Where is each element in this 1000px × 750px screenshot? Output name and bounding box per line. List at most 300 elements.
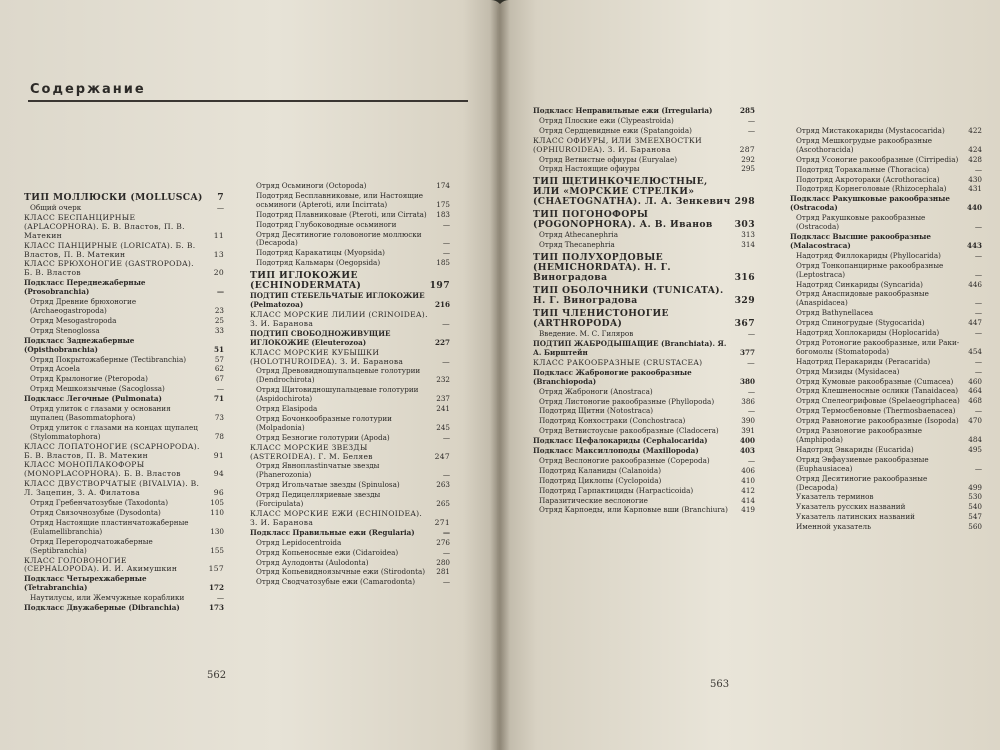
toc-entry-title: Отряд Листоногие ракообразные (Phyllopoda) — [539, 396, 715, 406]
toc-entry — [24, 279, 224, 297]
toc-column-4 — [790, 127, 982, 533]
toc-entry-page: 530 — [968, 492, 982, 502]
toc-entry — [24, 385, 224, 394]
toc-entry-page: — — [974, 463, 982, 473]
toc-entry-title: ТИП ПОЛУХОРДОВЫЕ (HEMICHORDATA). Н. Г. Виноградова — [533, 252, 671, 284]
toc-entry-page: 265 — [436, 499, 450, 509]
toc-entry-title: Отряд Сводчатозубые ежи (Camarodonta) — [256, 577, 416, 587]
toc-entry-page: 11 — [213, 230, 224, 240]
toc-entry — [250, 367, 450, 385]
toc-entry — [250, 221, 450, 230]
toc-entry-title: Подотряд Корнеголовые (Rhizocephala) — [796, 184, 947, 194]
toc-entry — [24, 594, 224, 603]
toc-entry — [533, 497, 755, 506]
toc-entry — [790, 309, 982, 318]
toc-entry-title: Отряд Бочонкообразные голотурии (Molpadonia) — [256, 413, 392, 432]
toc-entry-page: 51 — [213, 344, 224, 354]
toc-entry — [790, 156, 982, 165]
toc-entry-title: Отряд Копьевидноязычные ежи (Stirodonta) — [256, 567, 426, 577]
toc-entry — [533, 117, 755, 126]
toc-entry-title: КЛАСС ГОЛОВОНОГИЕ (CEPHALOPODA). И. И. Акимушкин — [24, 555, 178, 574]
toc-entry-page: — — [442, 577, 450, 587]
toc-entry — [250, 271, 450, 291]
page-number-right: 563 — [710, 679, 730, 690]
toc-entry-title: Указатель русских названий — [796, 502, 906, 512]
toc-entry-page: — — [974, 222, 982, 232]
toc-entry-page: 313 — [741, 230, 755, 240]
toc-entry-title: Отряд Безногие голотурии (Apoda) — [256, 432, 390, 442]
toc-entry-page: — — [442, 547, 450, 557]
toc-entry-title: ТИП ОБОЛОЧНИКИ (TUNICATA). Н. Г. Виноградова — [533, 285, 724, 307]
toc-entry-page: — — [442, 432, 450, 442]
toc-entry — [24, 405, 224, 423]
toc-entry — [533, 107, 755, 116]
toc-entry-page: 424 — [968, 144, 982, 154]
toc-entry-page: 73 — [214, 412, 224, 422]
toc-entry-page: 400 — [739, 436, 755, 446]
toc-entry-title: КЛАСС МОНОПЛАКОФОРЫ (MONOPLACOPHORA). Б. В. Властов — [24, 460, 181, 479]
toc-entry-page: — — [442, 238, 450, 248]
toc-entry — [533, 165, 755, 174]
toc-entry — [790, 195, 982, 213]
toc-entry-page: — — [747, 357, 755, 367]
toc-entry — [24, 242, 224, 260]
toc-entry — [790, 290, 982, 308]
toc-entry-page: — — [442, 470, 450, 480]
toc-entry — [250, 292, 450, 310]
toc-entry-title: Подкласс Цефалокариды (Cephalocarida) — [533, 436, 708, 446]
toc-entry-title: Отряд Щитовидношупальцевые голотурии (Aspidochirota) — [256, 385, 419, 404]
toc-entry-title: Отряд Перегородчатожаберные (Septibranchia) — [30, 536, 153, 555]
toc-entry — [24, 499, 224, 508]
toc-entry — [24, 604, 224, 613]
toc-entry — [790, 137, 982, 155]
toc-entry-title: Отряд Крылоногие (Pteropoda) — [30, 374, 148, 384]
toc-entry-page: — — [974, 328, 982, 338]
toc-entry-title: Общий очерк — [30, 203, 82, 212]
toc-entry — [790, 456, 982, 474]
toc-entry-title: ПОДТИП СТЕБЕЛЬЧАТЫЕ ИГЛОКОЖИЕ (Pelmatozoa) — [250, 291, 425, 310]
page-number-left: 562 — [207, 670, 227, 681]
toc-entry-page: 470 — [968, 416, 982, 426]
toc-entry-title: Отряд Покрытожаберные (Tectibranchia) — [30, 354, 187, 364]
contents-heading: Содержание — [30, 82, 146, 97]
toc-entry-page: 443 — [966, 240, 982, 250]
toc-entry-title: Отряд Мистакокариды (Mystacocarida) — [796, 126, 945, 135]
toc-entry — [790, 475, 982, 493]
toc-entry-title: Отряд Настоящие офиуры — [539, 164, 640, 174]
toc-entry-title: Указатель терминов — [796, 492, 874, 502]
toc-entry-title: Указатель латинских названий — [796, 512, 915, 522]
toc-entry-title: Надотряд Перакариды (Peracarida) — [796, 356, 931, 366]
toc-entry-title: Подотряд Циклопы (Cyclopoida) — [539, 475, 662, 485]
toc-entry-page: 285 — [739, 106, 755, 115]
toc-entry-page: 329 — [734, 295, 755, 307]
toc-entry-page: 295 — [741, 164, 755, 174]
toc-entry — [250, 568, 450, 577]
toc-entry — [790, 513, 982, 522]
toc-entry-title: Подотряд Глубоководные осьминоги — [256, 219, 397, 229]
toc-entry — [533, 231, 755, 240]
toc-entry-title: Подкласс Правильные ежи (Regularia) — [250, 527, 415, 537]
toc-entry-title: КЛАСС БРЮХОНОГИЕ (GASTROPODA). Б. В. Властов — [24, 259, 194, 278]
toc-entry-title: Подотряд Бесплавниковые, или Настоящие осьминоги (Apteroti, или Incirrata) — [256, 190, 423, 209]
toc-entry — [533, 369, 755, 387]
toc-entry — [790, 127, 982, 136]
toc-entry — [24, 443, 224, 461]
toc-entry — [24, 375, 224, 384]
toc-entry-title: Подкласс Жаброногие ракообразные (Branchiopoda) — [533, 367, 692, 386]
toc-entry-title: Отряд Мизиды (Mysidacea) — [796, 366, 900, 376]
toc-entry-title: Подкласс Неправильные ежи (Irregularia) — [533, 106, 713, 115]
toc-entry — [790, 378, 982, 387]
toc-entry-title: Отряд Ракушковые ракообразные (Ostracoda) — [796, 213, 926, 232]
toc-entry — [533, 417, 755, 426]
heading-rule — [28, 100, 468, 102]
toc-entry — [250, 330, 450, 348]
toc-entry-page: — — [216, 593, 224, 603]
toc-entry-title: Отряд Карпоеды, или Карповые вши (Branchiura) — [539, 505, 728, 515]
toc-entry — [250, 249, 450, 258]
toc-entry — [533, 477, 755, 486]
toc-entry-page: 157 — [208, 564, 224, 574]
toc-entry — [533, 467, 755, 476]
toc-entry-page: 316 — [734, 272, 755, 284]
toc-entry — [24, 317, 224, 326]
toc-entry-page: 422 — [968, 126, 982, 135]
toc-entry-title: Подотряд Плавниковые (Pteroti, или Cirrata) — [256, 209, 427, 219]
toc-entry-page: 484 — [968, 435, 982, 444]
toc-entry-page: 78 — [214, 431, 224, 441]
toc-entry-page: 245 — [436, 422, 450, 432]
toc-entry — [250, 481, 450, 490]
toc-entry-title: Отряд Кумовые ракообразные (Cumacea) — [796, 376, 954, 386]
toc-entry — [24, 538, 224, 556]
toc-entry-title: Отряд Stenoglossa — [30, 325, 100, 335]
toc-entry — [250, 311, 450, 329]
toc-entry-page: — — [974, 366, 982, 376]
toc-entry-title: Отряд Acoela — [30, 364, 81, 374]
toc-entry — [24, 575, 224, 593]
toc-entry — [790, 329, 982, 338]
toc-entry — [533, 137, 755, 155]
toc-entry — [790, 397, 982, 406]
toc-entry-page: 380 — [739, 376, 755, 386]
toc-entry — [533, 127, 755, 136]
toc-entry-page: 232 — [436, 375, 450, 385]
toc-entry-page: 367 — [734, 318, 755, 330]
toc-entry-page: 67 — [214, 374, 224, 384]
toc-entry-title: Отряд Ветвистоусые ракообразные (Cladocera) — [539, 426, 719, 436]
toc-entry — [24, 214, 224, 241]
toc-entry — [24, 480, 224, 498]
toc-entry-title: Надотряд Эвкариды (Eucarida) — [796, 444, 914, 454]
toc-entry-title: Подотряд Кальмары (Oegopsida) — [256, 258, 381, 268]
toc-entry-title: Отряд Сердцевидные ежи (Spatangoida) — [539, 125, 692, 135]
toc-entry — [790, 339, 982, 357]
toc-entry — [250, 192, 450, 210]
toc-entry-page: — — [747, 329, 755, 339]
toc-entry-title: Введение. М. С. Гиляров — [539, 329, 634, 339]
toc-entry — [533, 330, 755, 339]
toc-entry — [790, 407, 982, 416]
toc-entry — [790, 358, 982, 367]
toc-entry — [790, 281, 982, 290]
toc-entry-title: КЛАСС РАКООБРАЗНЫЕ (CRUSTACEA) — [533, 357, 703, 367]
toc-entry — [24, 356, 224, 365]
toc-entry-title: Отряд Плоские ежи (Clypeastroida) — [539, 115, 674, 125]
toc-entry-page: — — [974, 308, 982, 318]
toc-entry — [250, 182, 450, 191]
toc-entry-page: 94 — [213, 469, 224, 479]
toc-entry-title: Отряд Десятиногие ракообразные (Decapoda) — [796, 473, 928, 492]
toc-entry-title: Отряд Древовидношупальцевые голотурии (Dendrochirota) — [256, 366, 421, 385]
toc-entry — [250, 462, 450, 480]
toc-entry — [790, 427, 982, 445]
toc-entry-title: Отряд Связочнозубые (Dysodonta) — [30, 508, 161, 517]
toc-entry — [790, 417, 982, 426]
toc-entry-page: — — [747, 115, 755, 125]
toc-column-2 — [250, 182, 450, 588]
toc-entry-page: 440 — [966, 203, 982, 213]
toc-entry — [24, 395, 224, 404]
toc-entry — [533, 407, 755, 416]
toc-entry-title: Подкласс Переднежаберные (Prosobranchia) — [24, 278, 146, 297]
toc-entry-page: 7 — [217, 192, 224, 203]
toc-entry — [790, 262, 982, 280]
toc-entry — [533, 210, 755, 230]
toc-entry-title: Подотряд Щитни (Notostraca) — [539, 406, 654, 416]
toc-entry-title: Отряд Спиногрудые (Stygocarida) — [796, 318, 925, 328]
toc-entry-page: 414 — [741, 495, 755, 505]
toc-entry — [250, 539, 450, 548]
toc-entry — [24, 193, 224, 203]
toc-entry-title: Отряд Разноногие ракообразные (Amphipoda) — [796, 426, 923, 444]
toc-entry-page: — — [442, 219, 450, 229]
toc-entry — [533, 388, 755, 397]
toc-entry-title: Отряд Эвфаузиевые ракообразные (Euphausiacea) — [796, 454, 929, 473]
toc-entry-title: Отряд Аулодонты (Aulodonta) — [256, 557, 369, 567]
toc-entry-title: Отряд Явноплastinчатые звезды (Phanerozonia) — [256, 461, 380, 480]
toc-entry-title: ТИП ЩЕТИНКОЧЕЛЮСТНЫЕ, ИЛИ «МОРСКИЕ СТРЕЛКИ» (CHAETOGNATHA). Л. А. Зенкевич — [533, 176, 731, 208]
toc-entry — [790, 176, 982, 185]
toc-entry-page: 105 — [210, 498, 224, 508]
toc-entry-page: 447 — [968, 318, 982, 328]
toc-entry-page: 412 — [741, 485, 755, 495]
toc-entry-page: 428 — [968, 154, 982, 164]
toc-entry-page: 91 — [213, 450, 224, 460]
toc-entry-title: Подотряд Каланиды (Calanoida) — [539, 465, 661, 475]
toc-entry-page: 431 — [968, 184, 982, 194]
toc-entry-page: 454 — [968, 346, 982, 356]
toc-entry-page: 281 — [436, 567, 450, 577]
toc-entry — [250, 491, 450, 509]
toc-entry-title: Подотряд Торакальные (Thoracica) — [796, 164, 930, 174]
toc-entry — [790, 368, 982, 377]
toc-entry — [24, 337, 224, 355]
toc-entry — [250, 386, 450, 404]
toc-entry-title: КЛАСС ДВУСТВОРЧАТЫЕ (BIVALVIA). В. Л. Зацепин, З. А. Филатова — [24, 479, 200, 498]
toc-entry-title: Отряд Жаброноги (Anostraca) — [539, 386, 653, 396]
toc-entry-title: Подкласс Высшие ракообразные (Malacostraca) — [790, 231, 931, 250]
toc-entry-title: Отряд Клешненосные ослики (Tanaidacea) — [796, 386, 959, 396]
toc-entry-page: 460 — [968, 376, 982, 386]
toc-entry — [24, 204, 224, 213]
toc-entry-title: Отряд Mesogastropoda — [30, 315, 117, 325]
book-gutter — [490, 0, 510, 750]
toc-entry-page: — — [442, 356, 450, 366]
toc-entry-title: Отряд Осьминоги (Octopoda) — [256, 181, 367, 190]
toc-entry-page: 110 — [210, 508, 224, 517]
toc-entry-title: Отряд Мешкоязычные (Sacoglossa) — [30, 384, 165, 394]
toc-entry-title: Подкласс Ракушковые ракообразные (Ostracoda) — [790, 194, 950, 213]
toc-entry-page: 419 — [741, 505, 755, 515]
toc-entry-page: — — [747, 125, 755, 135]
toc-entry — [790, 387, 982, 396]
toc-entry-title: Отряд Thecanephria — [539, 240, 615, 250]
toc-entry — [24, 519, 224, 537]
toc-entry — [250, 211, 450, 220]
toc-entry-title: Подотряд Акротораки (Acrothoracica) — [796, 174, 940, 184]
toc-entry — [250, 415, 450, 433]
toc-entry-page: 263 — [436, 480, 450, 490]
toc-entry-title: Отряд Настоящие пластинчатожаберные (Eulamellibranchia) — [30, 517, 189, 536]
toc-entry-title: КЛАСС ОФИУРЫ, ИЛИ ЗМЕЕХВОСТКИ (OPHIUROIDEA). З. И. Баранова — [533, 135, 702, 154]
toc-entry-title: Отряд улиток с глазами на концах щупалец (Stylommatophora) — [30, 422, 198, 441]
toc-entry-page: 446 — [968, 279, 982, 289]
toc-entry-title: Отряд Педицелляриевые звезды (Forcipulata) — [256, 490, 381, 509]
toc-entry-title: Отряд улиток с глазами у основания щупалец (Basommatophora) — [30, 404, 171, 422]
toc-entry-page: 227 — [434, 337, 450, 347]
toc-entry-page: — — [747, 455, 755, 465]
toc-entry — [24, 461, 224, 479]
toc-entry — [250, 434, 450, 443]
toc-entry-page: 287 — [739, 144, 755, 154]
toc-entry-title: Надотряд Филлокариды (Phyllocarida) — [796, 250, 941, 260]
toc-entry-page: — — [216, 203, 224, 212]
toc-entry-title: Отряд Игольчатые звезды (Spinulosa) — [256, 480, 400, 490]
toc-entry-page: — — [974, 356, 982, 366]
toc-entry-page: 71 — [213, 394, 224, 404]
toc-entry-page: 298 — [734, 196, 755, 208]
toc-entry-page: 20 — [213, 268, 224, 278]
toc-entry-title: Подотряд Конхостраки (Conchostraca) — [539, 416, 686, 426]
toc-entry-title: КЛАСС МОРСКИЕ ЛИЛИИ (CRINOIDEA). З. И. Баранова — [250, 309, 428, 328]
toc-entry-page: 96 — [213, 488, 224, 498]
toc-entry — [533, 437, 755, 446]
toc-entry — [790, 503, 982, 512]
toc-entry-page: 174 — [436, 181, 450, 190]
toc-entry-page: — — [974, 250, 982, 260]
toc-entry-page: — — [974, 164, 982, 174]
toc-entry — [790, 493, 982, 502]
toc-entry — [533, 241, 755, 250]
toc-entry-page: — — [974, 406, 982, 416]
toc-entry — [250, 349, 450, 367]
toc-entry — [250, 578, 450, 587]
toc-entry-title: Отряд Lepidocentroida — [256, 537, 342, 547]
toc-entry-page: 391 — [741, 426, 755, 436]
toc-entry-title: КЛАСС МОРСКИЕ ЕЖИ (ECHINOIDEA). З. И. Баранова — [250, 509, 423, 527]
toc-entry — [250, 405, 450, 414]
toc-entry-title: ТИП ИГЛОКОЖИЕ (ECHINODERMATA) — [250, 270, 362, 292]
toc-entry-page: 241 — [436, 404, 450, 414]
toc-entry-page: 280 — [436, 557, 450, 567]
toc-entry — [24, 260, 224, 278]
toc-entry-page: 25 — [214, 315, 224, 325]
toc-entry-page: 495 — [968, 444, 982, 454]
toc-entry — [250, 529, 450, 538]
toc-entry — [533, 309, 755, 329]
toc-entry-page: — — [216, 384, 224, 394]
toc-entry-page: 547 — [968, 512, 982, 522]
toc-entry-title: Именной указатель — [796, 522, 872, 532]
toc-entry-title: Надотряд Хоплокариды (Hoplocarida) — [796, 328, 940, 338]
toc-entry-page: 271 — [434, 517, 450, 527]
toc-entry — [533, 447, 755, 456]
toc-entry-title: ПОДТИП ЖАБРОДЫШАЩИЕ (Branchiata). Я. А. Бирштейн — [533, 339, 727, 357]
toc-entry-title: Подкласс Двужаберные (Dibranchia) — [24, 603, 180, 613]
toc-entry-page: 292 — [741, 154, 755, 164]
toc-entry-page: 183 — [436, 209, 450, 219]
toc-entry-page: 303 — [734, 219, 755, 231]
toc-entry — [250, 510, 450, 528]
toc-entry-page: 377 — [739, 347, 755, 357]
toc-entry-title: Отряд Древние брюхоногие (Archaeogastropoda) — [30, 297, 137, 315]
toc-entry-title: Подкласс Легочные (Pulmonata) — [24, 394, 162, 404]
toc-entry-title: ТИП МОЛЛЮСКИ (MOLLUSCA) — [24, 192, 203, 203]
toc-entry-page: 314 — [741, 240, 755, 250]
toc-entry — [533, 286, 755, 306]
toc-entry-page: 130 — [210, 526, 224, 536]
toc-entry — [250, 559, 450, 568]
toc-entry-title: Отряд Усоногие ракообразные (Cirripedia) — [796, 154, 959, 164]
toc-entry — [533, 457, 755, 466]
toc-entry-title: Отряд Тонкопанцирные ракообразные (Leptostraca) — [796, 260, 944, 279]
toc-entry-title: Отряд Термосбеновые (Thermosbaenacea) — [796, 406, 956, 416]
toc-entry — [250, 549, 450, 558]
toc-entry-page: — — [442, 527, 450, 537]
toc-entry — [250, 231, 450, 249]
toc-entry-page: 175 — [436, 199, 450, 209]
toc-entry-page: 62 — [214, 364, 224, 374]
toc-entry-title: КЛАСС МОРСКИЕ ЗВЕЗДЫ (ASTEROIDEA). Г. М. Беляев — [250, 442, 373, 461]
right-page — [497, 0, 1000, 750]
toc-entry — [533, 156, 755, 165]
toc-entry-title: Отряд Десятиногие головоногие моллюски (Decapoda) — [256, 229, 422, 248]
toc-entry-title: Отряд Анаспидовые ракообразные (Anaspidacea) — [796, 289, 929, 308]
toc-column-3 — [533, 106, 755, 516]
toc-entry-title: ПОДТИП СВОБОДНОЖИВУЩИЕ ИГЛОКОЖИЕ (Eleuterozoa) — [250, 328, 391, 347]
toc-entry-page: 155 — [210, 545, 224, 555]
toc-entry-page: 403 — [739, 446, 755, 456]
toc-entry-title: Подкласс Заднежаберные (Opisthobranchia) — [24, 335, 135, 354]
toc-entry-page: 216 — [434, 300, 450, 310]
toc-entry — [790, 233, 982, 251]
toc-entry — [24, 424, 224, 442]
toc-entry-title: Отряд Веслоногие ракообразные (Copepoda) — [539, 455, 710, 465]
toc-entry-page: 172 — [208, 583, 224, 593]
toc-entry-page: 499 — [968, 482, 982, 492]
toc-entry-title: Надотряд Синкариды (Syncarida) — [796, 279, 923, 289]
toc-entry-title: Наутилусы, или Жемчужные кораблики — [30, 593, 185, 603]
toc-entry — [533, 506, 755, 515]
toc-entry-title: Отряд Равноногие ракообразные (Isopoda) — [796, 416, 959, 426]
toc-entry-title: КЛАСС ПАНЦИРНЫЕ (LORICATA). Б. В. Властов, П. В. Матекин — [24, 240, 196, 259]
toc-entry — [533, 340, 755, 358]
toc-entry-page: — — [442, 248, 450, 258]
toc-entry — [533, 398, 755, 407]
